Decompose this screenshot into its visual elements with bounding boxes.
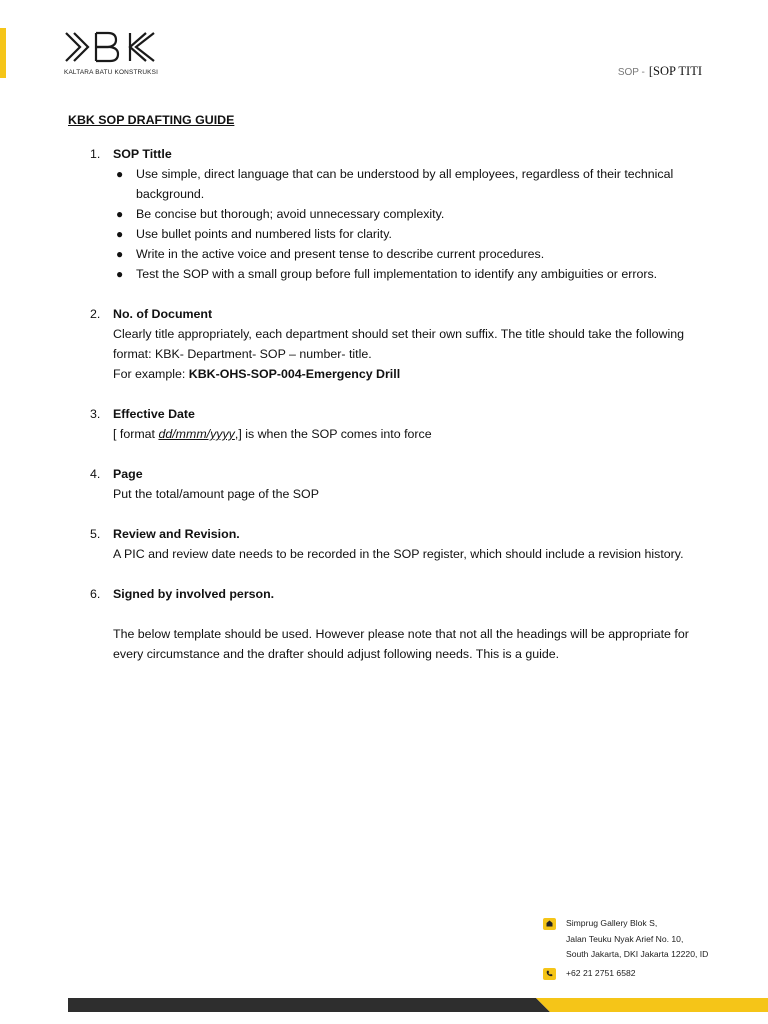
bullet-item	[113, 264, 708, 284]
phone-number: +62 21 2751 6582	[566, 967, 636, 978]
address-block	[543, 916, 708, 963]
section-heading: Effective Date	[113, 407, 195, 421]
section-signed	[68, 584, 708, 664]
example-line	[113, 364, 708, 384]
bullet-text: Use simple, direct language that can be understood by all employees, regardless of their technical background.	[136, 167, 674, 201]
footer-yellow-stripe	[536, 998, 768, 1012]
section-text: Put the total/amount page of the SOP	[113, 487, 319, 501]
section-text: The below template should be used. However please note that not all the headings will be appropriate for every circumstance and the drafter should adjust following needs. This is a guide.	[113, 627, 689, 661]
bullet-icon: ●	[116, 227, 124, 241]
address-line: South Jakarta, DKI Jakarta 12220, ID	[566, 949, 709, 959]
bullet-text: Be concise but thorough; avoid unnecessary complexity.	[136, 207, 445, 221]
bullet-text: Use bullet points and numbered lists for clarity.	[136, 227, 392, 241]
header-sop-title: [SOP TITI	[648, 64, 702, 78]
address-line: Simprug Gallery Blok S,	[566, 918, 658, 928]
header-accent-bar	[0, 28, 6, 78]
document-body	[68, 110, 708, 684]
section-number: 6.	[90, 587, 101, 601]
logo-subtitle: KALTARA BATU KONSTRUKSI	[64, 69, 159, 76]
bullet-icon: ●	[116, 207, 124, 221]
bullet-item	[113, 204, 708, 224]
bullet-icon: ●	[116, 247, 124, 261]
footer-band	[0, 990, 768, 1024]
bullet-list	[113, 164, 708, 284]
section-number: 4.	[90, 467, 101, 481]
bullet-icon: ●	[116, 167, 124, 181]
text-suffix: ,] is when the SOP comes into force	[234, 427, 432, 441]
section-heading: Page	[113, 467, 143, 481]
section-heading: SOP Tittle	[113, 147, 172, 161]
section-review-revision	[68, 524, 708, 564]
section-number: 2.	[90, 307, 101, 321]
building-icon	[543, 918, 556, 930]
section-text: A PIC and review date needs to be recorded in the SOP register, which should include a revision history.	[113, 547, 684, 561]
footer-contact	[543, 916, 708, 981]
footer-dark-stripe	[68, 998, 550, 1012]
section-effective-date	[68, 404, 708, 444]
phone-block	[543, 966, 708, 982]
kbk-logo-mark	[64, 30, 156, 66]
phone-icon	[543, 968, 556, 980]
section-text: Clearly title appropriately, each department should set their own suffix. The title should take the following format: KBK- Department- SOP – number- title.	[113, 327, 684, 361]
section-number: 3.	[90, 407, 101, 421]
example-label: For example:	[113, 367, 189, 381]
section-page	[68, 464, 708, 504]
bullet-icon: ●	[116, 267, 124, 281]
bullet-text: Write in the active voice and present tense to describe current procedures.	[136, 247, 545, 261]
text-prefix: [ format	[113, 427, 159, 441]
section-number: 5.	[90, 527, 101, 541]
bullet-item	[113, 224, 708, 244]
header-sop-label	[618, 64, 702, 79]
section-heading: Review and Revision.	[113, 527, 240, 541]
header-label: SOP -	[617, 67, 645, 78]
section-sop-title	[68, 144, 708, 284]
section-number: 1.	[90, 147, 101, 161]
bullet-text: Test the SOP with a small group before full implementation to identify any ambiguities or errors.	[136, 267, 658, 281]
section-text	[113, 424, 708, 444]
address-line: Jalan Teuku Nyak Arief No. 10,	[566, 933, 684, 944]
section-heading: Signed by involved person.	[113, 587, 275, 601]
section-heading: No. of Document	[113, 307, 213, 321]
bullet-item	[113, 164, 708, 204]
date-format: dd/mmm/yyyy	[158, 427, 235, 441]
section-no-of-document	[68, 304, 708, 384]
bullet-item	[113, 244, 708, 264]
document-title: KBK SOP DRAFTING GUIDE	[68, 113, 235, 127]
example-value: KBK-OHS-SOP-004-Emergency Drill	[188, 367, 401, 381]
company-logo	[64, 30, 159, 80]
